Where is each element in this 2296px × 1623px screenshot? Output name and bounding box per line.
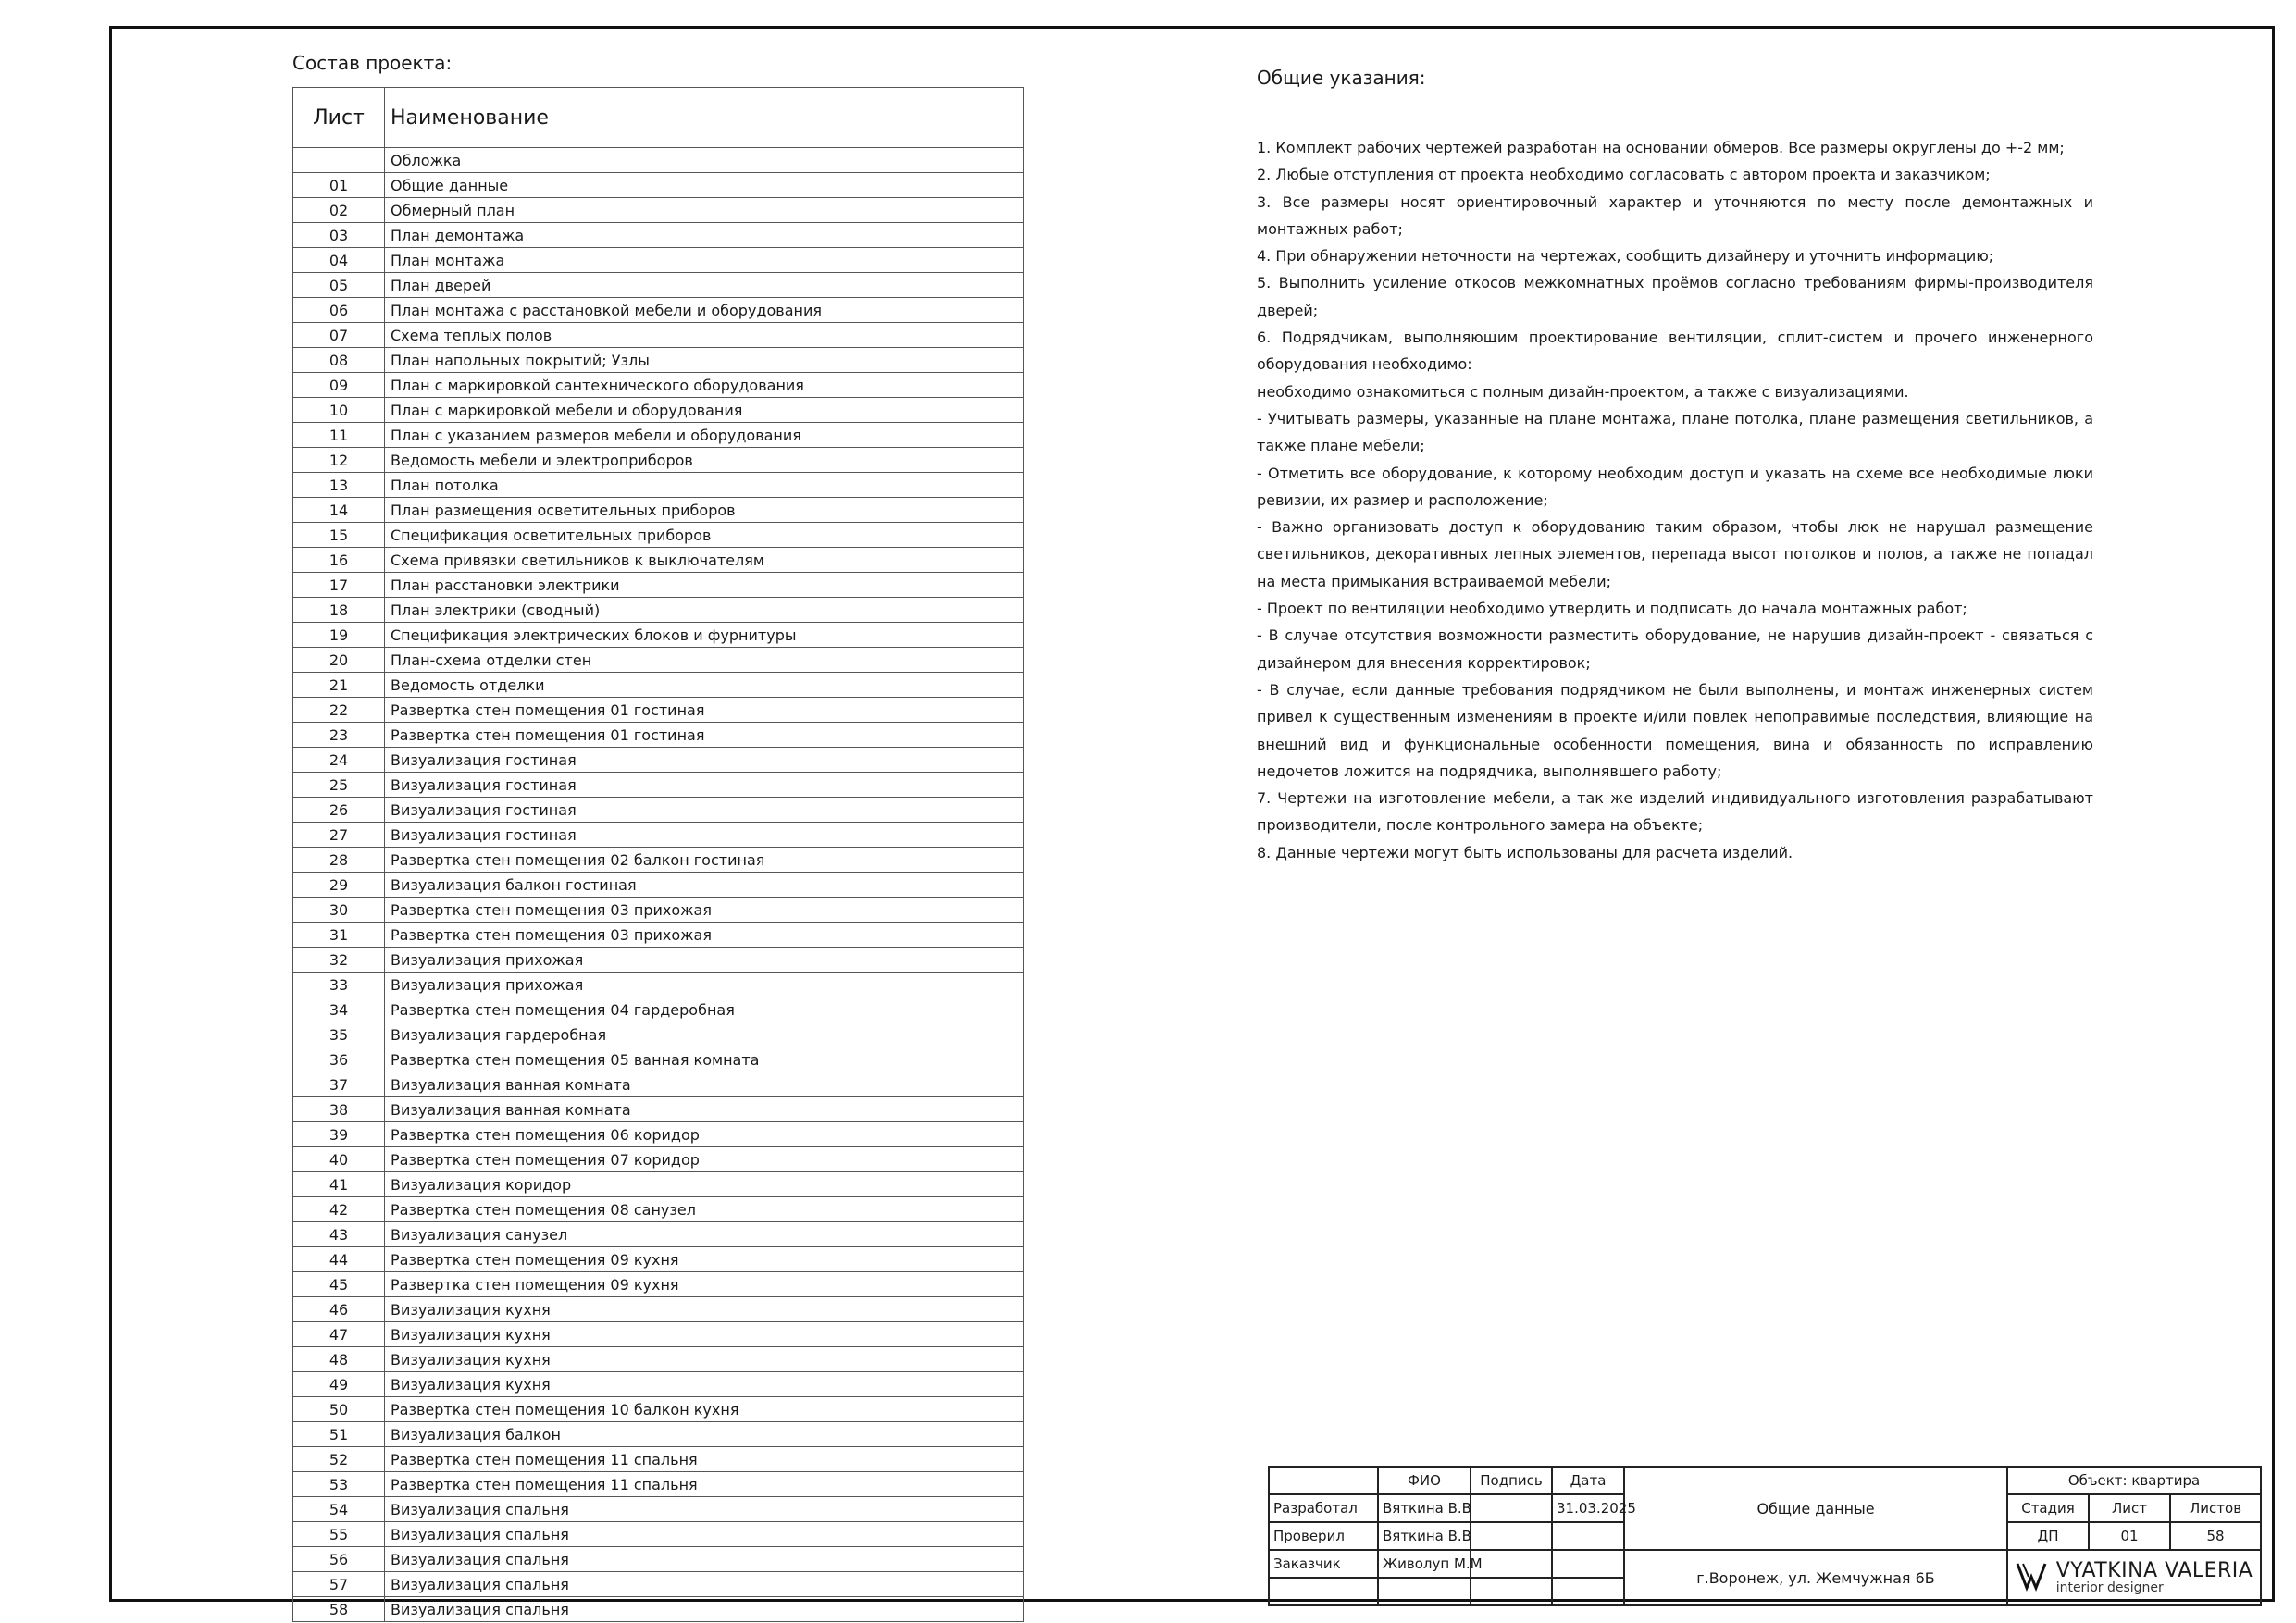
sheet-name: Ведомость мебели и электроприборов xyxy=(385,448,1024,473)
table-row xyxy=(293,1247,1024,1272)
sheet-name: Схема теплых полов xyxy=(385,323,1024,348)
note-item: - В случае, если данные требования подрядчиком не были выполнены, и монтаж инженерных систем привел к существенным изменениям в проекте и/или повлек непоправимые последствия, влияющие на внешний вид и функциональные особенности помещения, вина и обязанность по исправлению недочетов ложится на подрядчика, выполнявшего работу; xyxy=(1257,680,2093,780)
sheet-number: 35 xyxy=(293,1022,385,1047)
sheet-number: 34 xyxy=(293,997,385,1022)
sheet-number: 55 xyxy=(293,1522,385,1547)
sheet-name: Развертка стен помещения 05 ванная комната xyxy=(385,1047,1024,1072)
sheet-number: 22 xyxy=(293,698,385,723)
sheet-number: 50 xyxy=(293,1397,385,1422)
contents-title: Состав проекта: xyxy=(292,52,453,74)
sheet-number: 14 xyxy=(293,498,385,523)
note-item: 3. Все размеры носят ориентировочный характер и уточняются по месту после демонтажных и монтажных работ; xyxy=(1257,192,2093,238)
sheet-number: 05 xyxy=(293,273,385,298)
sheet-number: 10 xyxy=(293,398,385,423)
tb-role-checker: Проверил xyxy=(1269,1522,1378,1550)
sheet-number: 30 xyxy=(293,898,385,923)
sheet-name: Визуализация спальня xyxy=(385,1547,1024,1572)
table-row xyxy=(293,698,1024,723)
sheet-name: Развертка стен помещения 01 гостиная xyxy=(385,698,1024,723)
sheet-number: 29 xyxy=(293,873,385,898)
sheet-name: План потолка xyxy=(385,473,1024,498)
table-row xyxy=(293,1172,1024,1197)
table-row xyxy=(293,723,1024,748)
sheet-name: План с маркировкой сантехнического оборудования xyxy=(385,373,1024,398)
sheet-number: 45 xyxy=(293,1272,385,1297)
table-row xyxy=(293,1472,1024,1497)
sheet-name: План электрики (сводный) xyxy=(385,598,1024,623)
sheet-name: План-схема отделки стен xyxy=(385,648,1024,673)
sheet-name: Развертка стен помещения 07 коридор xyxy=(385,1147,1024,1172)
table-row xyxy=(293,673,1024,698)
sheet-number: 08 xyxy=(293,348,385,373)
table-row xyxy=(293,448,1024,473)
header-sheet: Лист xyxy=(293,88,385,148)
tb-date-checker xyxy=(1552,1522,1624,1550)
sheet-number: 24 xyxy=(293,748,385,773)
table-row xyxy=(293,1547,1024,1572)
table-row xyxy=(293,623,1024,648)
sheet-name: Визуализация гостиная xyxy=(385,773,1024,798)
tb-h-sheet: Лист xyxy=(2089,1494,2170,1522)
sheet-name: План монтажа с расстановкой мебели и оборудования xyxy=(385,298,1024,323)
sheet-number: 03 xyxy=(293,223,385,248)
sheet-number: 47 xyxy=(293,1322,385,1347)
sheet-number: 39 xyxy=(293,1122,385,1147)
tb-empty-row xyxy=(1552,1578,1624,1605)
table-row xyxy=(293,348,1024,373)
notes-text xyxy=(1257,134,2093,866)
tb-object: Объект: квартира xyxy=(2007,1467,2261,1494)
sheet-name: Визуализация кухня xyxy=(385,1372,1024,1397)
sheet-number: 44 xyxy=(293,1247,385,1272)
sheet-name: Визуализация спальня xyxy=(385,1597,1024,1622)
sheet-number: 20 xyxy=(293,648,385,673)
sheet-name: Визуализация гостиная xyxy=(385,823,1024,848)
table-row xyxy=(293,1522,1024,1547)
sheet-number: 38 xyxy=(293,1097,385,1122)
table-row xyxy=(293,1372,1024,1397)
sheet-name: Спецификация электрических блоков и фурнитуры xyxy=(385,623,1024,648)
sheet-name: Визуализация прихожая xyxy=(385,948,1024,973)
sheet-name: Развертка стен помещения 04 гардеробная xyxy=(385,997,1024,1022)
note-item: 2. Любые отступления от проекта необходимо согласовать с автором проекта и заказчиком; xyxy=(1257,166,1991,184)
note-item: 6. Подрядчикам, выполняющим проектирование вентиляции, сплит-систем и прочего инженерного оборудования необходимо: xyxy=(1257,328,2093,374)
sheet-name: Визуализация гостиная xyxy=(385,798,1024,823)
sheet-name: Визуализация прихожая xyxy=(385,973,1024,997)
tb-sheet-title: Общие данные xyxy=(1624,1467,2007,1550)
tb-sheet: 01 xyxy=(2089,1522,2170,1550)
table-row xyxy=(293,1047,1024,1072)
tb-h-stage: Стадия xyxy=(2007,1494,2089,1522)
table-row xyxy=(293,1072,1024,1097)
sheet-name: Визуализация спальня xyxy=(385,1497,1024,1522)
table-row xyxy=(293,748,1024,773)
table-row xyxy=(293,1497,1024,1522)
sheet-name: План монтажа xyxy=(385,248,1024,273)
sheet-name: Развертка стен помещения 09 кухня xyxy=(385,1247,1024,1272)
sheet-number: 12 xyxy=(293,448,385,473)
sheet-name: Развертка стен помещения 11 спальня xyxy=(385,1447,1024,1472)
table-row xyxy=(293,1447,1024,1472)
sheet-name: Развертка стен помещения 08 санузел xyxy=(385,1197,1024,1222)
sheet-name: План дверей xyxy=(385,273,1024,298)
sheet-number: 36 xyxy=(293,1047,385,1072)
sheet-number: 54 xyxy=(293,1497,385,1522)
tb-address: г.Воронеж, ул. Жемчужная 6Б xyxy=(1624,1550,2007,1605)
tb-empty-row xyxy=(1471,1578,1552,1605)
logo-subtitle: interior designer xyxy=(2055,1580,2164,1595)
sheet-number: 02 xyxy=(293,198,385,223)
sheet-number: 18 xyxy=(293,598,385,623)
sheet-number: 31 xyxy=(293,923,385,948)
sheet-name: План демонтажа xyxy=(385,223,1024,248)
notes-title: Общие указания: xyxy=(1257,67,1426,89)
table-row xyxy=(293,248,1024,273)
sheet-number: 53 xyxy=(293,1472,385,1497)
sheet-number: 23 xyxy=(293,723,385,748)
sheet-number: 15 xyxy=(293,523,385,548)
table-row xyxy=(293,148,1024,173)
sheet-number: 25 xyxy=(293,773,385,798)
table-row xyxy=(293,1272,1024,1297)
sheet-number: 41 xyxy=(293,1172,385,1197)
note-item: 7. Чертежи на изготовление мебели, а так же изделий индивидуального изготовления разрабатывают производители, после контрольного замера на объекте; xyxy=(1257,789,2093,835)
sheet-name: Визуализация гардеробная xyxy=(385,1022,1024,1047)
note-item: необходимо ознакомиться с полным дизайн-проектом, а также с визуализациями. xyxy=(1257,382,1909,401)
tb-empty-row xyxy=(1378,1578,1471,1605)
sheet-number: 57 xyxy=(293,1572,385,1597)
sheet-number: 11 xyxy=(293,423,385,448)
sheet-name: Развертка стен помещения 09 кухня xyxy=(385,1272,1024,1297)
sheet-number: 06 xyxy=(293,298,385,323)
sheet-name: Визуализация санузел xyxy=(385,1222,1024,1247)
sheet-name: Визуализация ванная комната xyxy=(385,1097,1024,1122)
sheet-number: 40 xyxy=(293,1147,385,1172)
sheet-name: Спецификация осветительных приборов xyxy=(385,523,1024,548)
contents-header-row xyxy=(293,88,1024,148)
sheet-number: 46 xyxy=(293,1297,385,1322)
sheet-number: 19 xyxy=(293,623,385,648)
sheet-name: План расстановки электрики xyxy=(385,573,1024,598)
note-item: - Проект по вентиляции необходимо утвердить и подписать до начала монтажных работ; xyxy=(1257,600,1967,618)
table-row xyxy=(293,648,1024,673)
note-item: 4. При обнаружении неточности на чертежах, сообщить дизайнеру и уточнить информацию; xyxy=(1257,247,1994,266)
table-row xyxy=(293,1122,1024,1147)
tb-sign-client xyxy=(1471,1550,1552,1578)
sheet-name: План размещения осветительных приборов xyxy=(385,498,1024,523)
table-row xyxy=(293,1022,1024,1047)
sheet-number: 52 xyxy=(293,1447,385,1472)
tb-date-client xyxy=(1552,1550,1624,1578)
table-row xyxy=(293,298,1024,323)
table-row xyxy=(293,1422,1024,1447)
sheet-number: 51 xyxy=(293,1422,385,1447)
sheet-name: Визуализация балкон гостиная xyxy=(385,873,1024,898)
tb-empty-row xyxy=(1269,1578,1378,1605)
sheet-name: Визуализация кухня xyxy=(385,1297,1024,1322)
sheet-number: 01 xyxy=(293,173,385,198)
sheet-number: 09 xyxy=(293,373,385,398)
sheet-number: 16 xyxy=(293,548,385,573)
table-row xyxy=(293,598,1024,623)
table-row xyxy=(293,1347,1024,1372)
tb-role-client: Заказчик xyxy=(1269,1550,1378,1578)
table-row xyxy=(293,1197,1024,1222)
table-row xyxy=(293,997,1024,1022)
table-row xyxy=(293,498,1024,523)
tb-logo xyxy=(2007,1550,2261,1605)
sheet-name: План с маркировкой мебели и оборудования xyxy=(385,398,1024,423)
sheet-number: 13 xyxy=(293,473,385,498)
sheet-number: 56 xyxy=(293,1547,385,1572)
tb-stage: ДП xyxy=(2007,1522,2089,1550)
logo-name: VYATKINA VALERIA xyxy=(2055,1559,2253,1582)
tb-name-checker: Вяткина В.В xyxy=(1378,1522,1471,1550)
tb-h-sheets: Листов xyxy=(2170,1494,2261,1522)
note-item: - Важно организовать доступ к оборудованию таким образом, чтобы люк не нарушал размещение светильников, декоративных лепных элементов, перепада высот потолков и полов, а также не попадал на места примыкания встраиваемой мебели; xyxy=(1257,518,2093,590)
table-row xyxy=(293,1397,1024,1422)
sheet-number xyxy=(293,148,385,173)
sheet-number: 28 xyxy=(293,848,385,873)
table-row xyxy=(293,573,1024,598)
table-row xyxy=(293,423,1024,448)
sheet-number: 48 xyxy=(293,1347,385,1372)
table-row xyxy=(293,1572,1024,1597)
tb-sheets: 58 xyxy=(2170,1522,2261,1550)
sheet-name: Обложка xyxy=(385,148,1024,173)
sheet-name: Развертка стен помещения 03 прихожая xyxy=(385,923,1024,948)
tb-col-fio: ФИО xyxy=(1378,1467,1471,1494)
tb-empty xyxy=(1269,1467,1378,1494)
sheet-name: Развертка стен помещения 01 гостиная xyxy=(385,723,1024,748)
sheet-number: 58 xyxy=(293,1597,385,1622)
table-row xyxy=(293,1322,1024,1347)
table-row xyxy=(293,798,1024,823)
sheet-name: Развертка стен помещения 11 спальня xyxy=(385,1472,1024,1497)
tb-name-developer: Вяткина В.В xyxy=(1378,1494,1471,1522)
sheet-name: Общие данные xyxy=(385,173,1024,198)
sheet-name: Визуализация спальня xyxy=(385,1572,1024,1597)
table-row xyxy=(293,873,1024,898)
table-row xyxy=(293,973,1024,997)
table-row xyxy=(293,848,1024,873)
sheet-name: Визуализация ванная комната xyxy=(385,1072,1024,1097)
contents-table xyxy=(292,87,1024,1622)
sheet-name: Визуализация кухня xyxy=(385,1322,1024,1347)
note-item: 8. Данные чертежи могут быть использованы для расчета изделий. xyxy=(1257,843,1793,861)
sheet-number: 37 xyxy=(293,1072,385,1097)
table-row xyxy=(293,173,1024,198)
sheet-name: Визуализация балкон xyxy=(385,1422,1024,1447)
tb-sign-checker xyxy=(1471,1522,1552,1550)
table-row xyxy=(293,198,1024,223)
sheet-number: 17 xyxy=(293,573,385,598)
note-item: - В случае отсутствия возможности разместить оборудование, не нарушив дизайн-проект - связаться с дизайнером для внесения корректировок; xyxy=(1257,626,2093,672)
sheet-number: 07 xyxy=(293,323,385,348)
sheet-name: Развертка стен помещения 03 прихожая xyxy=(385,898,1024,923)
tb-date-developer: 31.03.2025 xyxy=(1552,1494,1624,1522)
sheet-name: Обмерный план xyxy=(385,198,1024,223)
sheet-name: План напольных покрытий; Узлы xyxy=(385,348,1024,373)
sheet-name: Визуализация спальня xyxy=(385,1522,1024,1547)
tb-col-date: Дата xyxy=(1552,1467,1624,1494)
sheet-number: 26 xyxy=(293,798,385,823)
tb-col-sign: Подпись xyxy=(1471,1467,1552,1494)
table-row xyxy=(293,898,1024,923)
tb-sign-developer xyxy=(1471,1494,1552,1522)
sheet-number: 27 xyxy=(293,823,385,848)
sheet-number: 42 xyxy=(293,1197,385,1222)
table-row xyxy=(293,548,1024,573)
note-item: - Отметить все оборудование, к которому необходим доступ и указать на схеме все необходимые люки ревизии, их размер и расположение; xyxy=(1257,464,2093,509)
sheet-name: Визуализация кухня xyxy=(385,1347,1024,1372)
table-row xyxy=(293,223,1024,248)
table-row xyxy=(293,923,1024,948)
sheet-number: 49 xyxy=(293,1372,385,1397)
note-item: 1. Комплект рабочих чертежей разработан на основании обмеров. Все размеры округлены до +-2 мм; xyxy=(1257,139,2065,156)
table-row xyxy=(293,398,1024,423)
table-row xyxy=(293,823,1024,848)
table-row xyxy=(293,273,1024,298)
table-row xyxy=(293,1097,1024,1122)
sheet-number: 32 xyxy=(293,948,385,973)
table-row xyxy=(293,523,1024,548)
table-row xyxy=(293,373,1024,398)
table-row xyxy=(293,323,1024,348)
title-block xyxy=(1268,1466,2262,1606)
tb-role-developer: Разработал xyxy=(1269,1494,1378,1522)
sheet-number: 33 xyxy=(293,973,385,997)
sheet-name: Ведомость отделки xyxy=(385,673,1024,698)
table-row xyxy=(293,1222,1024,1247)
sheet-name: Визуализация гостиная xyxy=(385,748,1024,773)
table-row xyxy=(293,1597,1024,1622)
contents-body xyxy=(293,148,1024,1622)
header-name: Наименование xyxy=(385,88,1024,148)
table-row xyxy=(293,948,1024,973)
logo-mark-icon xyxy=(2016,1560,2047,1595)
sheet-name: Схема привязки светильников к выключателям xyxy=(385,548,1024,573)
sheet-number: 04 xyxy=(293,248,385,273)
table-row xyxy=(293,473,1024,498)
tb-name-client: Живолуп М.М xyxy=(1378,1550,1471,1578)
note-item: 5. Выполнить усиление откосов межкомнатных проёмов согласно требованиям фирмы-производителя дверей; xyxy=(1257,274,2093,319)
table-row xyxy=(293,1297,1024,1322)
table-row xyxy=(293,773,1024,798)
sheet-name: Развертка стен помещения 02 балкон гостиная xyxy=(385,848,1024,873)
sheet-number: 21 xyxy=(293,673,385,698)
sheet-name: Развертка стен помещения 06 коридор xyxy=(385,1122,1024,1147)
sheet-name: План с указанием размеров мебели и оборудования xyxy=(385,423,1024,448)
sheet-name: Развертка стен помещения 10 балкон кухня xyxy=(385,1397,1024,1422)
sheet-name: Визуализация коридор xyxy=(385,1172,1024,1197)
table-row xyxy=(293,1147,1024,1172)
note-item: - Учитывать размеры, указанные на плане монтажа, плане потолка, плане размещения светильников, а также плане мебели; xyxy=(1257,409,2093,455)
sheet-number: 43 xyxy=(293,1222,385,1247)
